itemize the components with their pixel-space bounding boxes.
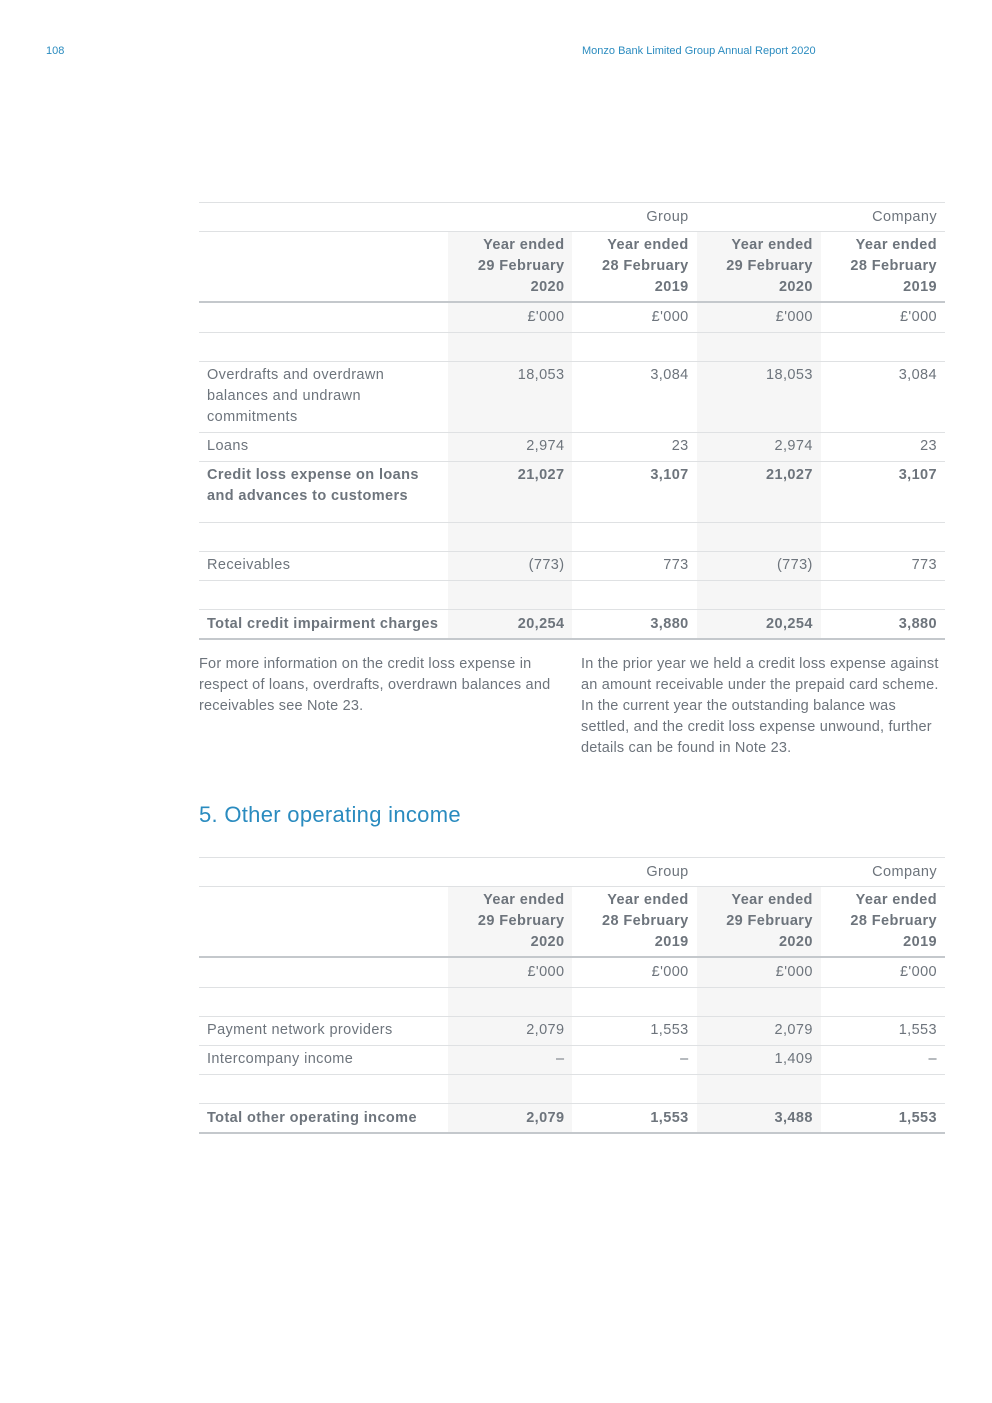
- table-row: [199, 362, 945, 433]
- empty-cell: [199, 302, 448, 333]
- company-header: Company: [697, 858, 945, 887]
- unit-cell: £'000: [572, 302, 696, 333]
- empty-cell: [199, 232, 448, 303]
- unit-cell: £'000: [821, 302, 945, 333]
- value-cell: –: [572, 1046, 696, 1075]
- table-row: [199, 433, 945, 462]
- value-cell: 21,027: [697, 462, 821, 523]
- spacer-row: [199, 523, 945, 552]
- spacer-row: [199, 333, 945, 362]
- value-cell: 18,053: [448, 362, 572, 433]
- empty-cell: [199, 858, 448, 887]
- value-cell: 773: [572, 552, 696, 581]
- value-cell: 1,553: [821, 1104, 945, 1134]
- row-label: Loans: [199, 433, 448, 462]
- page-number: 108: [46, 45, 65, 57]
- value-cell: (773): [697, 552, 821, 581]
- value-cell: 3,488: [697, 1104, 821, 1134]
- period-header: Year ended 28 February 2019: [572, 887, 696, 958]
- unit-cell: £'000: [448, 302, 572, 333]
- value-cell: 3,084: [821, 362, 945, 433]
- group-header: Group: [448, 203, 696, 232]
- value-cell: 21,027: [448, 462, 572, 523]
- table-row: [199, 1017, 945, 1046]
- total-row: [199, 610, 945, 640]
- value-cell: 1,553: [572, 1104, 696, 1134]
- unit-cell: £'000: [697, 957, 821, 988]
- empty-cell: [199, 957, 448, 988]
- company-header: Company: [697, 203, 945, 232]
- spacer-row: [199, 581, 945, 610]
- section-heading: 5. Other operating income: [199, 802, 461, 827]
- table-row: [199, 1046, 945, 1075]
- value-cell: –: [821, 1046, 945, 1075]
- unit-row: [199, 957, 945, 988]
- empty-cell: [199, 887, 448, 958]
- value-cell: 1,409: [697, 1046, 821, 1075]
- period-header: Year ended 28 February 2019: [572, 232, 696, 303]
- period-header: Year ended 29 February 2020: [697, 887, 821, 958]
- value-cell: 2,974: [448, 433, 572, 462]
- value-cell: 20,254: [448, 610, 572, 640]
- period-header-row: [199, 887, 945, 958]
- value-cell: 3,880: [821, 610, 945, 640]
- note-right: In the prior year we held a credit loss expense against an amount receivable under the prepaid card scheme. In the current year the outstanding balance was settled, and the credit loss expense unwound, further details can be found in Note 23.: [581, 656, 939, 756]
- row-label: Overdrafts and overdrawn balances and undrawn commitments: [199, 362, 448, 433]
- note-left: For more information on the credit loss expense in respect of loans, overdrafts, overdrawn balances and receivables see Note 23.: [199, 656, 551, 714]
- row-label: Total other operating income: [199, 1104, 448, 1134]
- value-cell: 2,079: [448, 1104, 572, 1134]
- period-header: Year ended 29 February 2020: [697, 232, 821, 303]
- unit-cell: £'000: [572, 957, 696, 988]
- value-cell: 23: [821, 433, 945, 462]
- table-header-row: [199, 858, 945, 887]
- table-header-row: [199, 203, 945, 232]
- period-header: Year ended 29 February 2020: [448, 887, 572, 958]
- table-row: [199, 552, 945, 581]
- value-cell: –: [448, 1046, 572, 1075]
- value-cell: 773: [821, 552, 945, 581]
- value-cell: 1,553: [572, 1017, 696, 1046]
- value-cell: 3,880: [572, 610, 696, 640]
- row-label: Intercompany income: [199, 1046, 448, 1075]
- row-label: Total credit impairment charges: [199, 610, 448, 640]
- unit-row: [199, 302, 945, 333]
- period-header: Year ended 29 February 2020: [448, 232, 572, 303]
- value-cell: 3,084: [572, 362, 696, 433]
- row-label: Receivables: [199, 552, 448, 581]
- empty-cell: [199, 203, 448, 232]
- spacer-row: [199, 1075, 945, 1104]
- row-label: Credit loss expense on loans and advances to customers: [199, 462, 448, 523]
- subtotal-row: [199, 462, 945, 523]
- value-cell: 18,053: [697, 362, 821, 433]
- value-cell: 20,254: [697, 610, 821, 640]
- period-header-row: [199, 232, 945, 303]
- unit-cell: £'000: [821, 957, 945, 988]
- period-header: Year ended 28 February 2019: [821, 232, 945, 303]
- value-cell: 2,079: [697, 1017, 821, 1046]
- credit-impairment-table: [199, 202, 945, 640]
- group-header: Group: [448, 858, 696, 887]
- value-cell: 3,107: [821, 462, 945, 523]
- period-header: Year ended 28 February 2019: [821, 887, 945, 958]
- running-title: Monzo Bank Limited Group Annual Report 2020: [582, 45, 816, 57]
- other-operating-income-table: [199, 857, 945, 1134]
- row-label: Payment network providers: [199, 1017, 448, 1046]
- value-cell: 23: [572, 433, 696, 462]
- spacer-row: [199, 988, 945, 1017]
- value-cell: 3,107: [572, 462, 696, 523]
- unit-cell: £'000: [448, 957, 572, 988]
- value-cell: 1,553: [821, 1017, 945, 1046]
- value-cell: 2,079: [448, 1017, 572, 1046]
- total-row: [199, 1104, 945, 1134]
- value-cell: 2,974: [697, 433, 821, 462]
- value-cell: (773): [448, 552, 572, 581]
- unit-cell: £'000: [697, 302, 821, 333]
